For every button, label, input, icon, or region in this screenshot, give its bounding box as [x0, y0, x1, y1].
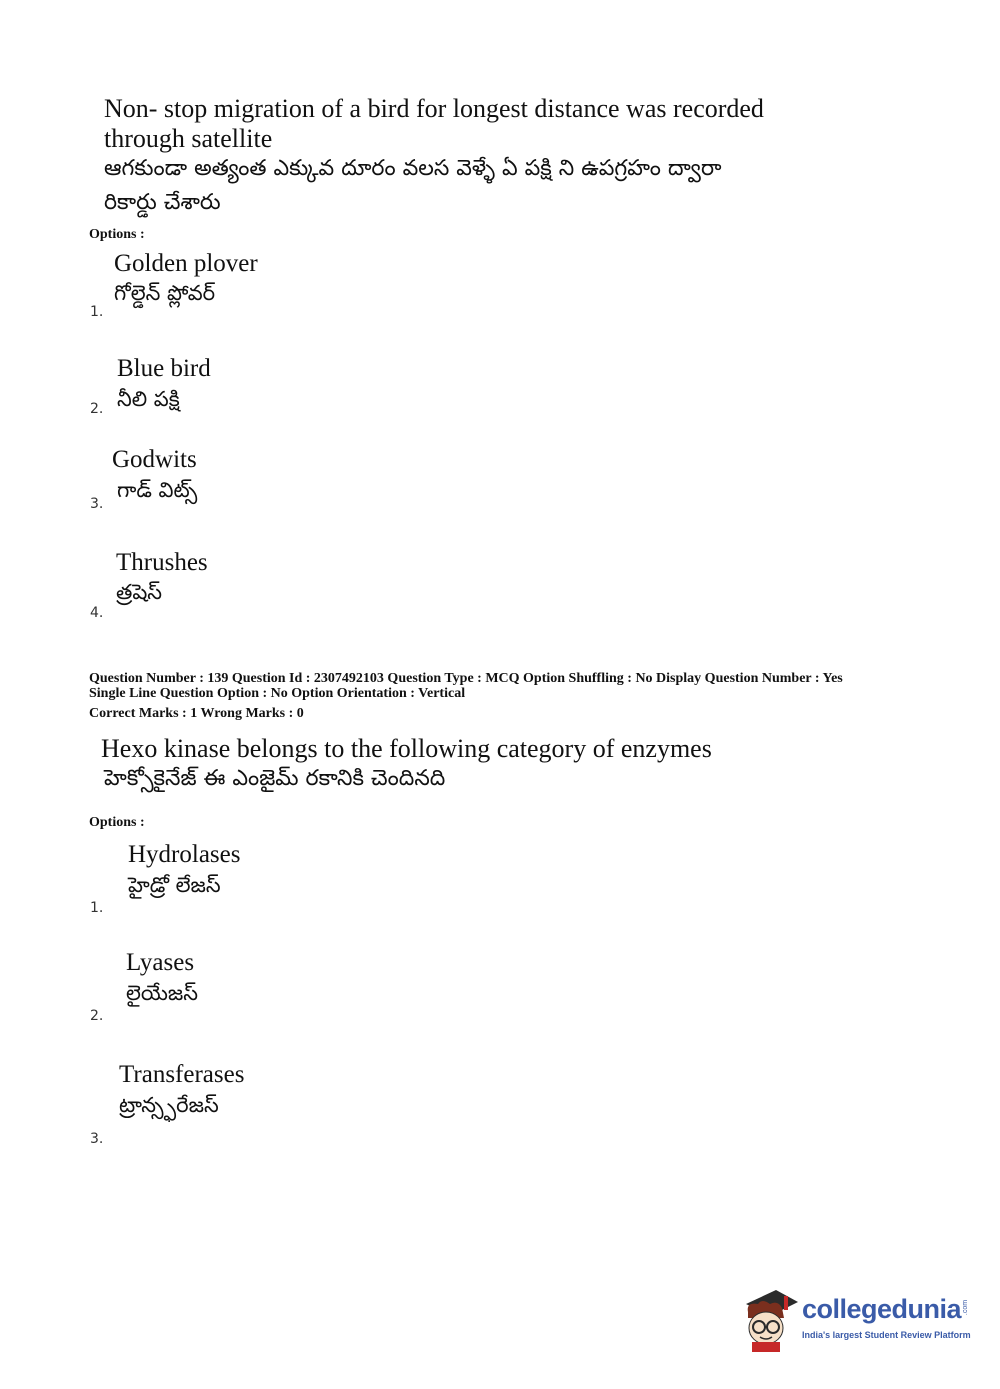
q138-option-2-number: 2. — [90, 401, 104, 417]
collegedunia-logo — [740, 1282, 980, 1352]
q138-options-label: Options : — [89, 227, 145, 242]
q138-question-te-line1: ఆగకుండా అత్యంత ఎక్కువ దూరం వలస వెళ్ళే ఏ పక్షి ని ఉపగ్రహం ద్వారా — [104, 156, 722, 181]
q138-option-2-te: నీలి పక్షి — [117, 387, 180, 411]
mascot-icon — [740, 1282, 802, 1352]
q139-options-label: Options : — [89, 815, 145, 830]
q139-option-2-en: Lyases — [126, 949, 195, 976]
q139-option-2-te: లైయేజస్ — [126, 981, 198, 1005]
q139-question-te-line1: హెక్సోకైనేజ్ ఈ ఎంజైమ్ రకానికి చెందినది — [104, 766, 446, 791]
q138-option-4-number: 4. — [90, 605, 104, 621]
q139-option-3-te: ట్రాన్స్ఫరేజస్ — [119, 1093, 219, 1117]
q139-option-3-number: 3. — [90, 1131, 104, 1147]
q138-option-2-en: Blue bird — [117, 355, 211, 382]
q139-option-3-en: Transferases — [119, 1061, 245, 1088]
q138-option-1-en: Golden plover — [114, 250, 258, 277]
q139-option-1-te: హైడ్రో లేజస్ — [128, 873, 221, 897]
q139-meta-line3: Correct Marks : 1 Wrong Marks : 0 — [89, 706, 304, 721]
q138-option-3-te: గాడ్ విట్స్ — [117, 478, 198, 502]
q138-option-1-number: 1. — [90, 304, 104, 320]
q139-option-1-number: 1. — [90, 900, 104, 916]
q138-option-4-en: Thrushes — [116, 549, 208, 576]
q138-option-3-number: 3. — [90, 496, 104, 512]
q138-option-4-te: త్రషెస్ — [116, 580, 163, 604]
q139-question-en-line1: Hexo kinase belongs to the following category of enzymes — [101, 734, 712, 763]
logo-wordmark: collegedunia — [802, 1294, 962, 1324]
q138-option-1-te: గోల్డెన్ ప్లోవర్ — [114, 281, 216, 305]
q138-question-en-line1: Non- stop migration of a bird for longest distance was recorded — [104, 94, 764, 123]
logo-tagline: India's largest Student Review Platform — [802, 1330, 971, 1340]
q139-meta-line1: Question Number : 139 Question Id : 2307492103 Question Type : MCQ Option Shuffling : No Display Question Number : Yes — [89, 671, 843, 686]
q138-question-en-line2: through satellite — [104, 124, 273, 153]
q138-question-te-line2: రికార్డు చేశారు — [104, 190, 221, 215]
q139-option-2-number: 2. — [90, 1008, 104, 1024]
q139-option-1-en: Hydrolases — [128, 841, 241, 868]
logo-suffix: .com — [962, 1299, 970, 1316]
q139-meta-line2: Single Line Question Option : No Option Orientation : Vertical — [89, 686, 466, 701]
q138-option-3-en: Godwits — [112, 446, 197, 473]
